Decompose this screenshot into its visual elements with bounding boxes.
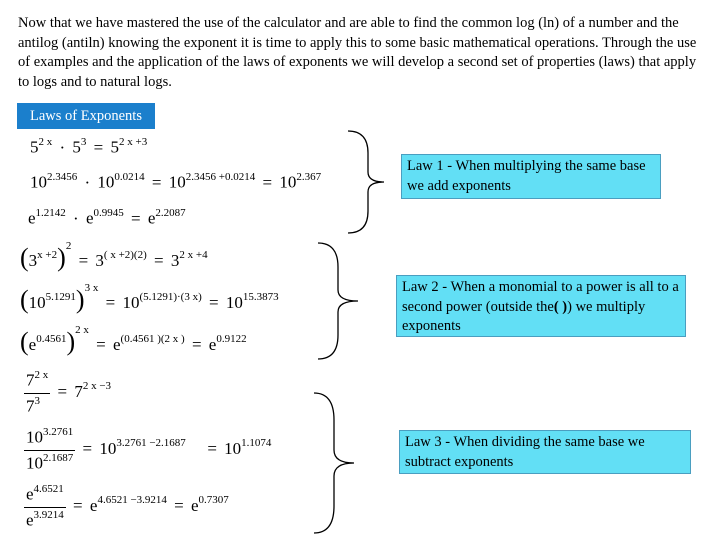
law2-box: [396, 275, 686, 337]
law1-equation-1: $5^{2 x} \cdot 5^3 = 5^{2 x +3}$: [30, 135, 148, 157]
law2-text-end: ) we multiply exponents: [402, 298, 646, 334]
fraction: $\frac{e^{4.6521}}{e^{3.9214}}$: [26, 482, 64, 530]
law2-brace-icon: [310, 240, 370, 362]
section-label: Laws of Exponents: [17, 103, 155, 129]
law2-parentheses: ( ): [553, 298, 568, 315]
law3-equation-2: $\frac{10^{3.2761}}{10^{2.1687}}$ = $10^{3.2761 -2.1687} = 10^{1.1074}$: [26, 425, 272, 473]
law2-text: Law 2 - When a monomial to a power is all to a second power (outside the: [402, 279, 679, 315]
law3-brace-icon: [306, 390, 366, 536]
law2-equation-1: $(3^{x +2})^2 = 3^{( x +2)(2)} = 3^{2 x +4}$: [20, 240, 208, 272]
fraction: $\frac{7^{2 x}}{7^3}$: [26, 368, 49, 416]
law1-text: Law 1 - When multiplying the same base we add exponents: [407, 158, 646, 194]
law1-equation-3: $e^{1.2142} \cdot e^{0.9945} = e^{2.2087}$: [28, 206, 186, 228]
intro-paragraph: Now that we have mastered the use of the calculator and are able to find the common log (ln) of a number and the antilog (antiln) knowing the exponent it is time to apply this to some basic mathematical operations. Through the use of examples and the application of the laws of exponents we will develop a second set of properties (laws) that apply to logs and to natural logs.: [18, 15, 697, 90]
law3-equation-1: $\frac{7^{2 x}}{7^3}$ = $7^{2 x -3}$: [26, 368, 112, 416]
law1-equation-2: $10^{2.3456} \cdot 10^{0.0214} = 10^{2.3456 +0.0214} = 10^{2.367}$: [30, 170, 322, 192]
law1-brace-icon: [340, 128, 390, 236]
fraction: $\frac{10^{3.2761}}{10^{2.1687}}$: [26, 425, 74, 473]
law3-box: [399, 430, 691, 474]
law3-text: Law 3 - When dividing the same base we subtract exponents: [405, 434, 645, 470]
law3-equation-3: $\frac{e^{4.6521}}{e^{3.9214}}$ = $e^{4.6521 -3.9214} = e^{0.7307}$: [26, 482, 229, 530]
law1-box: [401, 154, 661, 199]
law2-equation-3: $(e^{0.4561})^{2 x} = e^{(0.4561 )(2 x )} = e^{0.9122}$: [20, 324, 247, 356]
law2-equation-2: $(10^{5.1291})^{3 x} = 10^{(5.1291)\cdot(3 x)} = 10^{15.3873}$: [20, 282, 279, 314]
